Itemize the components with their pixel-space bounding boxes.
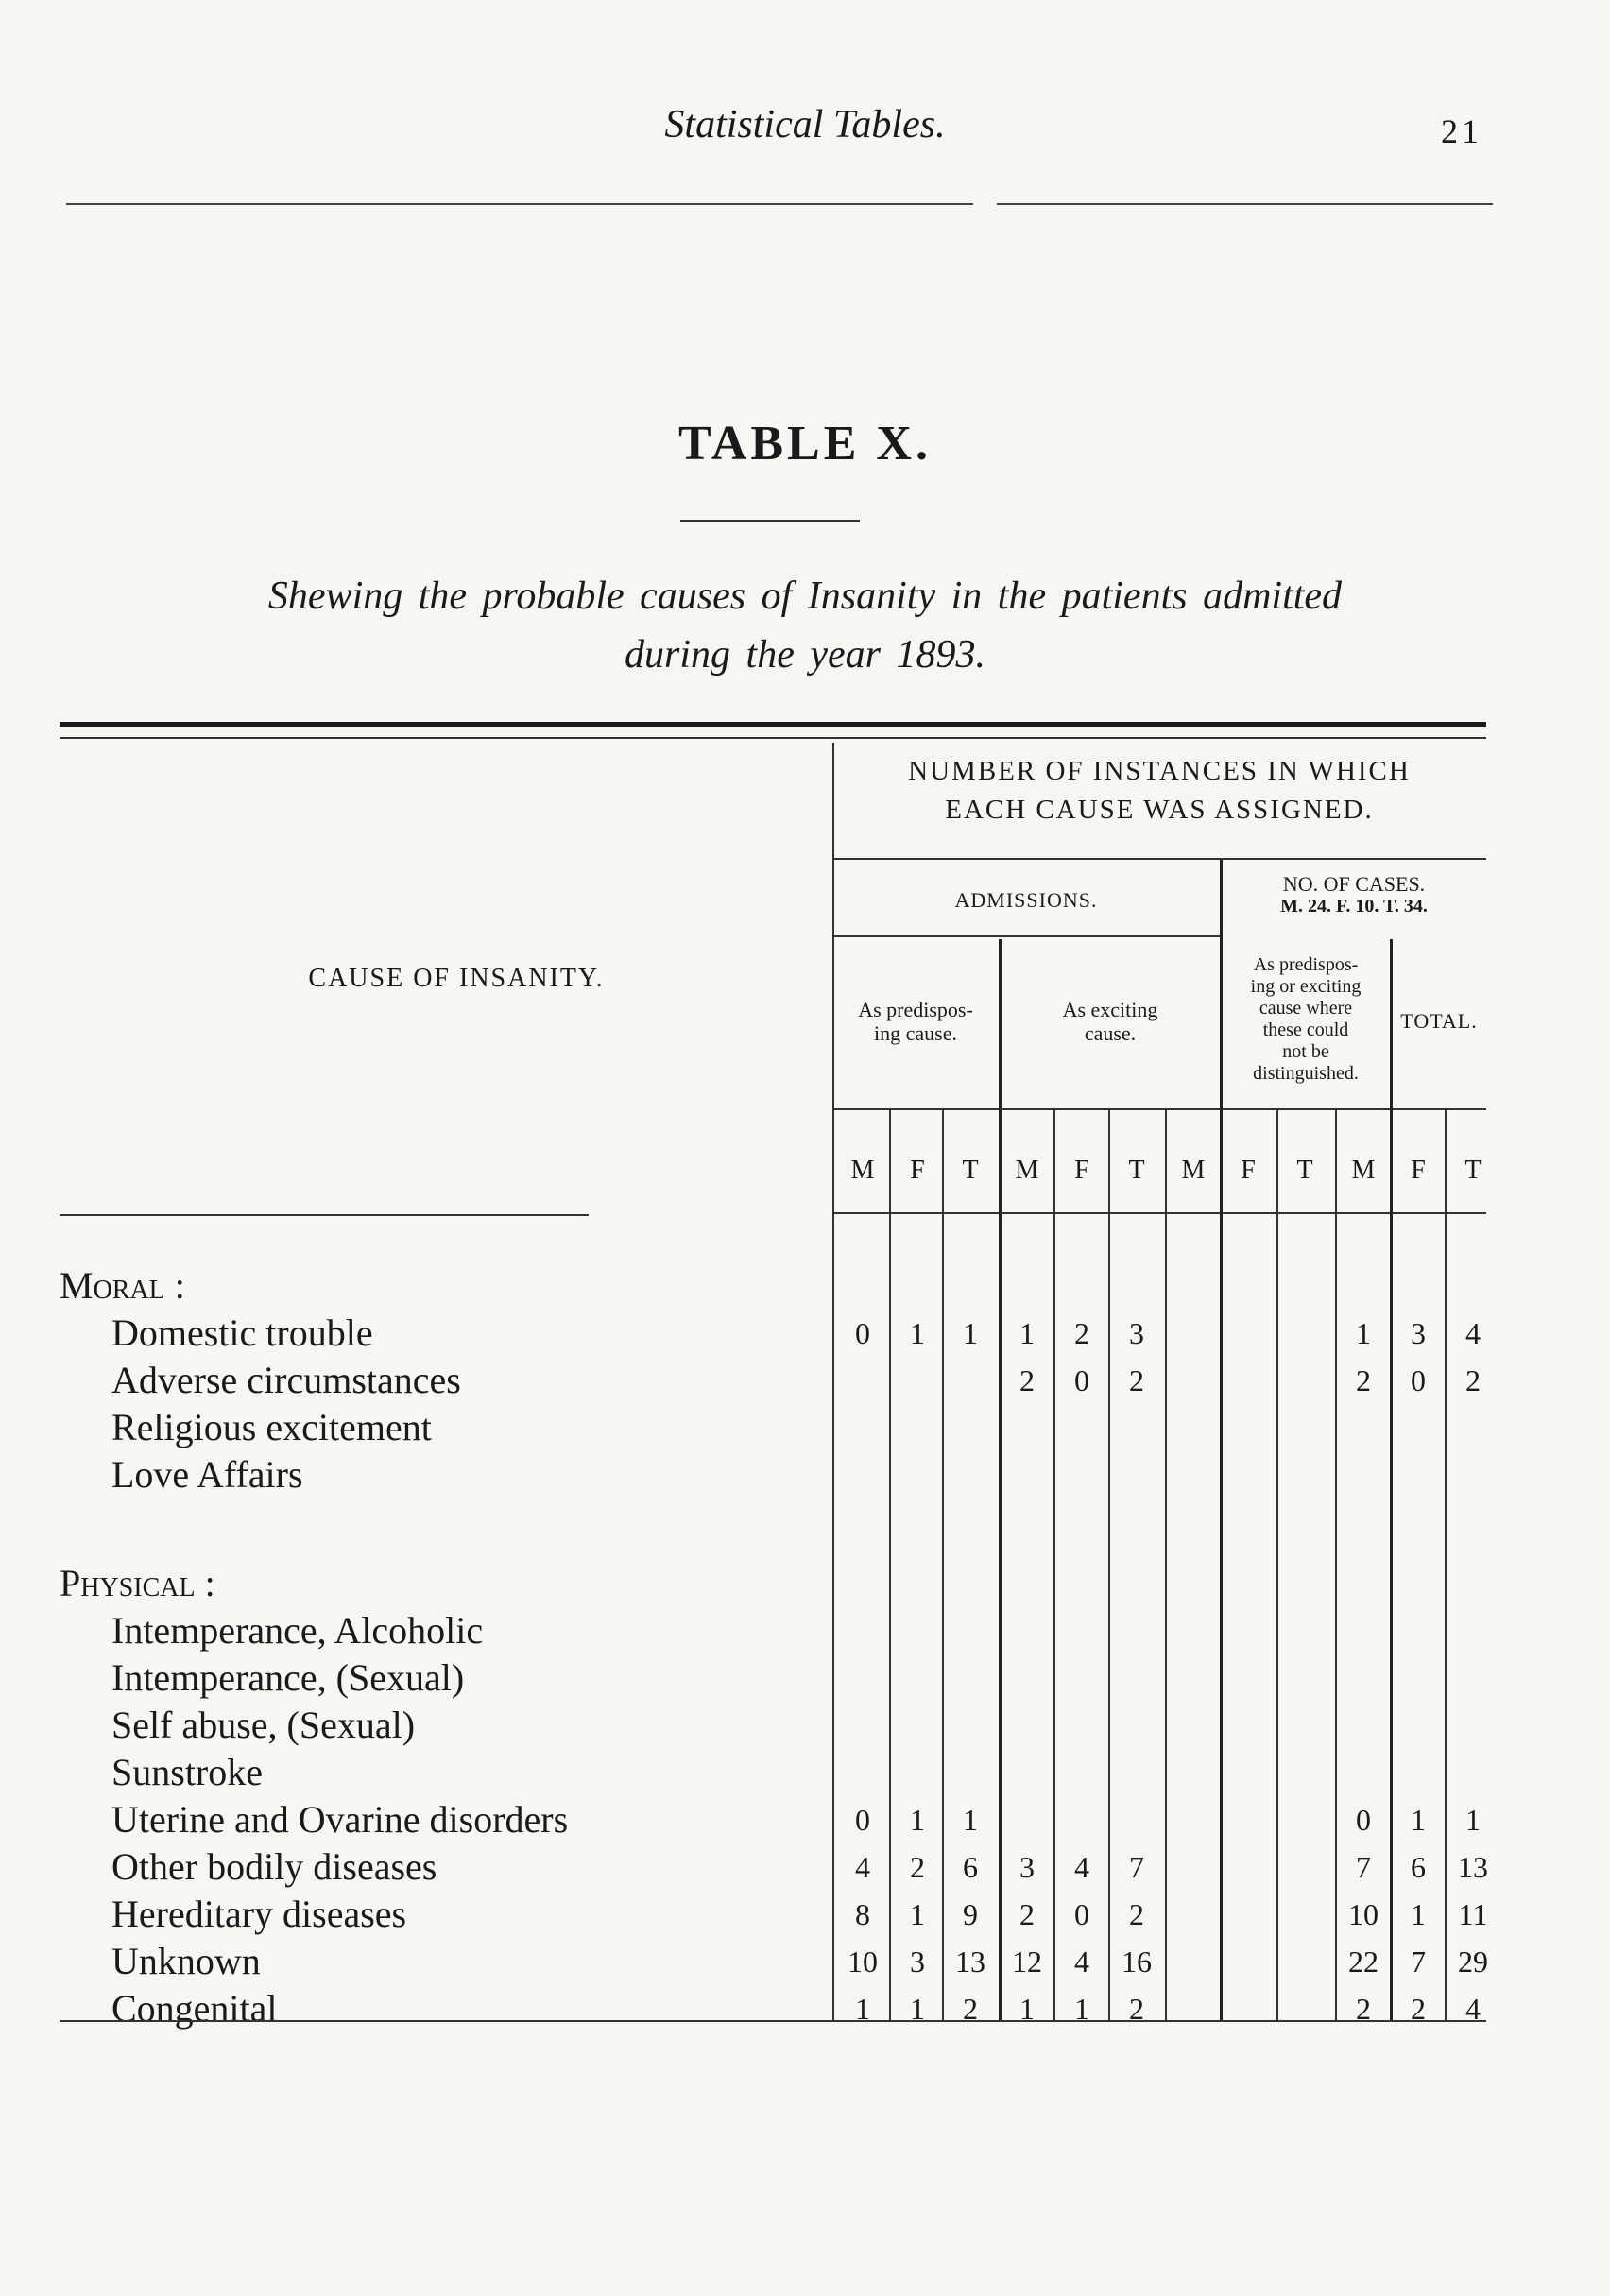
table-row: [60, 1939, 1486, 1986]
table-row: [60, 1452, 1486, 1499]
table-title: TABLE X.: [678, 417, 932, 471]
table-row: [60, 1655, 1486, 1703]
value-cell: 6: [963, 1850, 978, 1884]
value-cell: 2: [1356, 1363, 1371, 1397]
table-row: [60, 1986, 1486, 2033]
table-row: [60, 1892, 1486, 1939]
cause-label: Sunstroke: [111, 1751, 263, 1793]
exciting-header-line-2: cause.: [1084, 1021, 1137, 1046]
category-label: Moral :: [60, 1264, 185, 1307]
undistinguished-header-line-3: cause where: [1259, 998, 1353, 1019]
exciting-header: [1001, 998, 1220, 1046]
value-cell: 11: [1458, 1897, 1488, 1931]
column-divider: [1335, 1108, 1337, 2020]
table-subtitle: [0, 567, 1610, 684]
undistinguished-header-line-4: these could: [1262, 1019, 1349, 1040]
column-divider-major: [1390, 939, 1393, 2020]
subcolumn-header-6: M: [1181, 1156, 1206, 1185]
value-cell: 2: [1074, 1316, 1089, 1350]
rule-above-subcolumns: [832, 1108, 1486, 1110]
value-cell: 29: [1458, 1945, 1488, 1979]
value-cell: 2: [1411, 1992, 1426, 2026]
total-header: TOTAL.: [1400, 1009, 1478, 1033]
rule-under-admissions: [832, 935, 1220, 937]
cause-label: Adverse circumstances: [111, 1359, 461, 1401]
table-row: [60, 1311, 1486, 1358]
instances-header: [832, 756, 1486, 827]
cause-label: Other bodily diseases: [111, 1845, 437, 1888]
column-divider: [889, 1108, 891, 2020]
value-cell: 1: [1356, 1316, 1371, 1350]
cause-label: Uterine and Ovarine disorders: [111, 1798, 569, 1841]
value-cell: 10: [1348, 1897, 1379, 1931]
value-cell: 13: [1458, 1850, 1488, 1884]
value-cell: 0: [1074, 1363, 1089, 1397]
subtitle-line-2: during the year 1893.: [625, 633, 985, 677]
instances-header-line-2: EACH CAUSE WAS ASSIGNED.: [945, 795, 1374, 826]
cause-label: Hereditary diseases: [111, 1893, 407, 1935]
table-row: [60, 1797, 1486, 1844]
value-cell: 1: [1019, 1992, 1035, 2026]
subcolumn-header-4: F: [1074, 1156, 1089, 1185]
value-cell: 2: [910, 1850, 925, 1884]
table-row: [60, 1263, 1486, 1311]
cause-of-insanity-header: CAUSE OF INSANITY.: [308, 964, 605, 993]
table-top-rule: [60, 722, 1486, 727]
value-cell: 4: [1074, 1850, 1089, 1884]
column-divider: [1053, 1108, 1055, 2020]
value-cell: 2: [1019, 1897, 1035, 1931]
column-divider: [832, 743, 834, 2020]
value-cell: 7: [1411, 1945, 1426, 1979]
running-title: Statistical Tables.: [664, 103, 946, 146]
value-cell: 4: [1465, 1992, 1481, 2026]
rule-under-subcolumns: [832, 1212, 1486, 1214]
title-rule: [680, 520, 860, 522]
value-cell: 0: [855, 1803, 870, 1837]
subcolumn-header-2: T: [962, 1156, 979, 1185]
cause-label: Religious excitement: [111, 1406, 432, 1448]
cases-header: [1222, 872, 1486, 917]
column-divider: [1108, 1108, 1110, 2020]
value-cell: 1: [910, 1992, 925, 2026]
value-cell: 2: [1465, 1363, 1481, 1397]
cause-label: Domestic trouble: [111, 1311, 373, 1354]
subcolumn-header-8: T: [1296, 1156, 1313, 1185]
value-cell: 0: [1356, 1803, 1371, 1837]
value-cell: 1: [1411, 1803, 1426, 1837]
rule-under-instances: [832, 858, 1486, 860]
table-top-rule-thin: [60, 737, 1486, 739]
table-row: [60, 1750, 1486, 1797]
subcolumn-header-5: T: [1128, 1156, 1145, 1185]
undistinguished-header: [1222, 954, 1390, 1085]
column-divider: [942, 1108, 944, 2020]
subcolumn-header-9: M: [1351, 1156, 1376, 1185]
value-cell: 10: [848, 1945, 878, 1979]
exciting-header-line-1: As exciting: [1062, 998, 1158, 1021]
column-divider: [1165, 1108, 1167, 2020]
value-cell: 2: [1129, 1992, 1144, 2026]
cause-label: Congenital: [111, 1987, 278, 2030]
subcolumn-header-1: F: [910, 1156, 925, 1185]
header-rule-left: [66, 203, 973, 205]
value-cell: 3: [1019, 1850, 1035, 1884]
value-cell: 8: [855, 1897, 870, 1931]
value-cell: 0: [1411, 1363, 1426, 1397]
column-divider-major: [999, 939, 1002, 2020]
value-cell: 1: [963, 1316, 978, 1350]
value-cell: 4: [855, 1850, 870, 1884]
column-divider: [1445, 1108, 1447, 2020]
value-cell: 2: [1356, 1992, 1371, 2026]
predisposing-header-line-1: As predispos-: [858, 998, 973, 1021]
value-cell: 1: [910, 1897, 925, 1931]
table-row: [60, 1844, 1486, 1892]
value-cell: 4: [1465, 1316, 1481, 1350]
undistinguished-header-line-5: not be: [1282, 1041, 1329, 1062]
value-cell: 1: [1019, 1316, 1035, 1350]
column-divider: [1276, 1108, 1278, 2020]
value-cell: 3: [1129, 1316, 1144, 1350]
value-cell: 2: [1129, 1363, 1144, 1397]
table-row: [60, 1561, 1486, 1608]
cause-label: Love Affairs: [111, 1453, 303, 1496]
subcolumn-header-0: M: [850, 1156, 875, 1185]
value-cell: 22: [1348, 1945, 1379, 1979]
value-cell: 9: [963, 1897, 978, 1931]
cases-header-line-2: M. 24. F. 10. T. 34.: [1280, 896, 1428, 917]
value-cell: 1: [855, 1992, 870, 2026]
value-cell: 6: [1411, 1850, 1426, 1884]
table-row: [60, 1358, 1486, 1405]
instances-header-line-1: NUMBER OF INSTANCES IN WHICH: [908, 756, 1411, 786]
value-cell: 7: [1129, 1850, 1144, 1884]
page-number: 21: [1441, 112, 1482, 150]
undistinguished-header-line-1: As predispos-: [1253, 954, 1359, 975]
value-cell: 1: [1465, 1803, 1481, 1837]
value-cell: 2: [963, 1992, 978, 2026]
value-cell: 7: [1356, 1850, 1371, 1884]
value-cell: 16: [1122, 1945, 1152, 1979]
value-cell: 13: [955, 1945, 985, 1979]
undistinguished-header-line-2: ing or exciting: [1250, 976, 1362, 997]
table-row: [60, 1703, 1486, 1750]
predisposing-header: [832, 998, 999, 1046]
header-rule-right: [997, 203, 1493, 205]
subcolumn-header-3: M: [1015, 1156, 1039, 1185]
value-cell: 1: [910, 1316, 925, 1350]
causes-table: [60, 716, 1486, 2039]
value-cell: 0: [855, 1316, 870, 1350]
admissions-header: ADMISSIONS.: [954, 888, 1098, 912]
cause-label: Intemperance, Alcoholic: [111, 1609, 484, 1652]
value-cell: 1: [963, 1803, 978, 1837]
value-cell: 1: [1074, 1992, 1089, 2026]
cause-label: Intemperance, (Sexual): [111, 1656, 465, 1699]
subcolumn-header-10: F: [1411, 1156, 1426, 1185]
table-bottom-rule: [60, 2020, 1486, 2022]
value-cell: 3: [910, 1945, 925, 1979]
predisposing-header-line-2: ing cause.: [874, 1021, 957, 1046]
rule-under-cause-header: [60, 1214, 589, 1216]
value-cell: 4: [1074, 1945, 1089, 1979]
subcolumn-header-11: T: [1464, 1156, 1482, 1185]
cases-header-line-1: NO. OF CASES.: [1282, 872, 1426, 896]
category-label: Physical :: [60, 1562, 215, 1604]
value-cell: 1: [1411, 1897, 1426, 1931]
subcolumn-header-7: F: [1241, 1156, 1256, 1185]
cause-label: Self abuse, (Sexual): [111, 1704, 416, 1746]
cause-label: Unknown: [111, 1940, 261, 1982]
value-cell: 12: [1012, 1945, 1042, 1979]
value-cell: 2: [1019, 1363, 1035, 1397]
value-cell: 2: [1129, 1897, 1144, 1931]
value-cell: 3: [1411, 1316, 1426, 1350]
table-row: [60, 1608, 1486, 1655]
column-divider-major: [1220, 860, 1223, 2020]
undistinguished-header-line-6: distinguished.: [1253, 1063, 1359, 1084]
value-cell: 1: [910, 1803, 925, 1837]
subtitle-line-1: Shewing the probable causes of Insanity in the patients admitted: [267, 574, 1343, 618]
value-cell: 0: [1074, 1897, 1089, 1931]
table-row: [60, 1405, 1486, 1452]
